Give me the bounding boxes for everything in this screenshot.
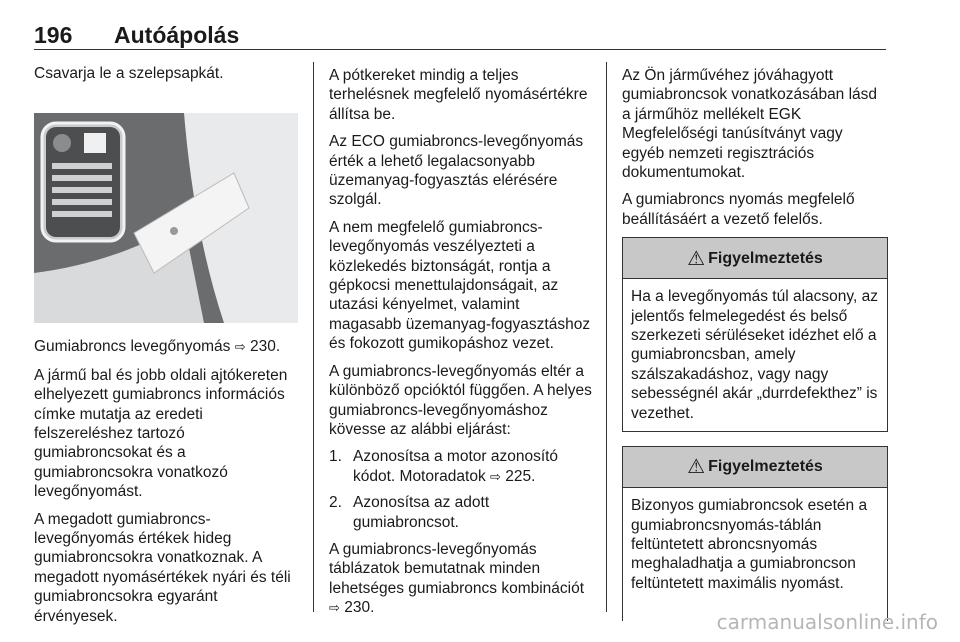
list-item: 1. Azonosítsa a motor azonosító kódot. Motoradatok ⇨ 225. <box>329 448 559 485</box>
chapter-title: Autóápolás <box>114 22 240 48</box>
page-ref-icon: ⇨ <box>234 340 246 356</box>
warning-header <box>623 238 887 279</box>
tire-pressure-ref-text: Gumiabroncs levegőnyomás ⇨ 230. <box>34 338 281 356</box>
page-number: 196 <box>34 22 73 48</box>
warning-header <box>623 447 887 488</box>
column-divider <box>606 62 607 612</box>
warning-text: Bizonyos gumiabroncsok esetén a gumiabroncsnyomás-táblán feltüntetett abroncsnyomás meghaladhatja a gumiabroncson feltüntetett maximális nyomást. <box>631 497 868 592</box>
paragraph: A megadott gumiabroncs-levegőnyomás értékek hideg gumiabroncsokra vonatkoznak. A megadott nyomásértékek nyári és téli gumiabroncsokra egyaránt érvényesek. <box>34 510 291 625</box>
tire-label-photo <box>34 113 298 323</box>
warning-triangle-icon: ⚠ <box>687 245 706 270</box>
paragraph: A nem megfelelő gumiabroncs-levegőnyomás veszélyezteti a közlekedés biztonságát, rontja a gépkocsi menettulajdonságait, az utazási kényelmet, valamint magasabb üzemanyag-fogyasztáshoz és fokozott gumikopáshoz vezet. <box>329 218 591 353</box>
steps-list <box>329 447 595 532</box>
warning-box <box>622 237 888 432</box>
paragraph: A gumiabroncs nyomás megfelelő beállításáért a vezető felelős. <box>622 191 855 228</box>
paragraph: Az ECO gumiabroncs-levegőnyomás érték a lehető legalacsonyabb üzemanyag-fogyasztás elérésére szolgál. <box>329 133 584 209</box>
page-ref[interactable]: 225. <box>505 467 536 485</box>
column-1 <box>34 64 300 634</box>
page-ref[interactable]: 230. <box>249 338 281 356</box>
paragraph: Az Ön járművéhez jóváhagyott gumiabroncsok vonatkozásában lásd a járműhöz mellékelt EGK Megfelelőségi tanúsítványt vagy egyéb nemzeti regisztrációs dokumentumokat. <box>622 67 878 182</box>
watermark: carmanualsonline.info <box>716 610 938 634</box>
paragraph: A jármű bal és jobb oldali ajtókereten elhelyezett gumiabroncs információs címke mutatja az eredeti felszereléshez tartozó gumiabroncsokat és a gumiabroncsokra vonatkozó levegőnyomást. <box>34 366 288 501</box>
warning-triangle-icon: ⚠ <box>687 454 706 479</box>
tire-label-illustration <box>34 113 298 323</box>
paragraph: A gumiabroncs-levegőnyomás táblázatok bemutatnak minden lehetséges gumiabroncs kombinációt ⇨ 230. <box>329 540 585 617</box>
warning-text: Ha a levegőnyomás túl alacsony, az jelentős felmelegedést és belső szerkezeti sérüléseket idézhet elő a gumiabroncsban, amely szálszakadáshoz, vagy nagy sebességnél akár „durrdefekthez” is vezethet. <box>631 288 878 422</box>
page-ref[interactable]: 230. <box>344 599 375 617</box>
column-divider <box>313 62 314 612</box>
warning-title: Figyelmeztetés <box>708 249 823 267</box>
page-header <box>34 20 886 50</box>
paragraph: A gumiabroncs-levegőnyomás eltér a különböző opcióktól függően. A helyes gumiabroncs-levegőnyomáshoz kövesse az alábbi eljárást: <box>329 362 592 438</box>
paragraph: A pótkereket mindig a teljes terhelésnek megfelelő nyomásértékre állítsa be. <box>329 67 588 123</box>
column-3 <box>622 66 888 621</box>
column-2 <box>329 66 595 627</box>
page-ref-icon: ⇨ <box>490 469 501 485</box>
page-ref-icon: ⇨ <box>329 601 340 617</box>
warning-title: Figyelmeztetés <box>708 458 823 476</box>
list-item: 2. Azonosítsa az adott gumiabroncsot. <box>329 494 490 531</box>
intro-text: Csavarja le a szelepsapkát. <box>34 65 224 82</box>
warning-box <box>622 446 888 601</box>
